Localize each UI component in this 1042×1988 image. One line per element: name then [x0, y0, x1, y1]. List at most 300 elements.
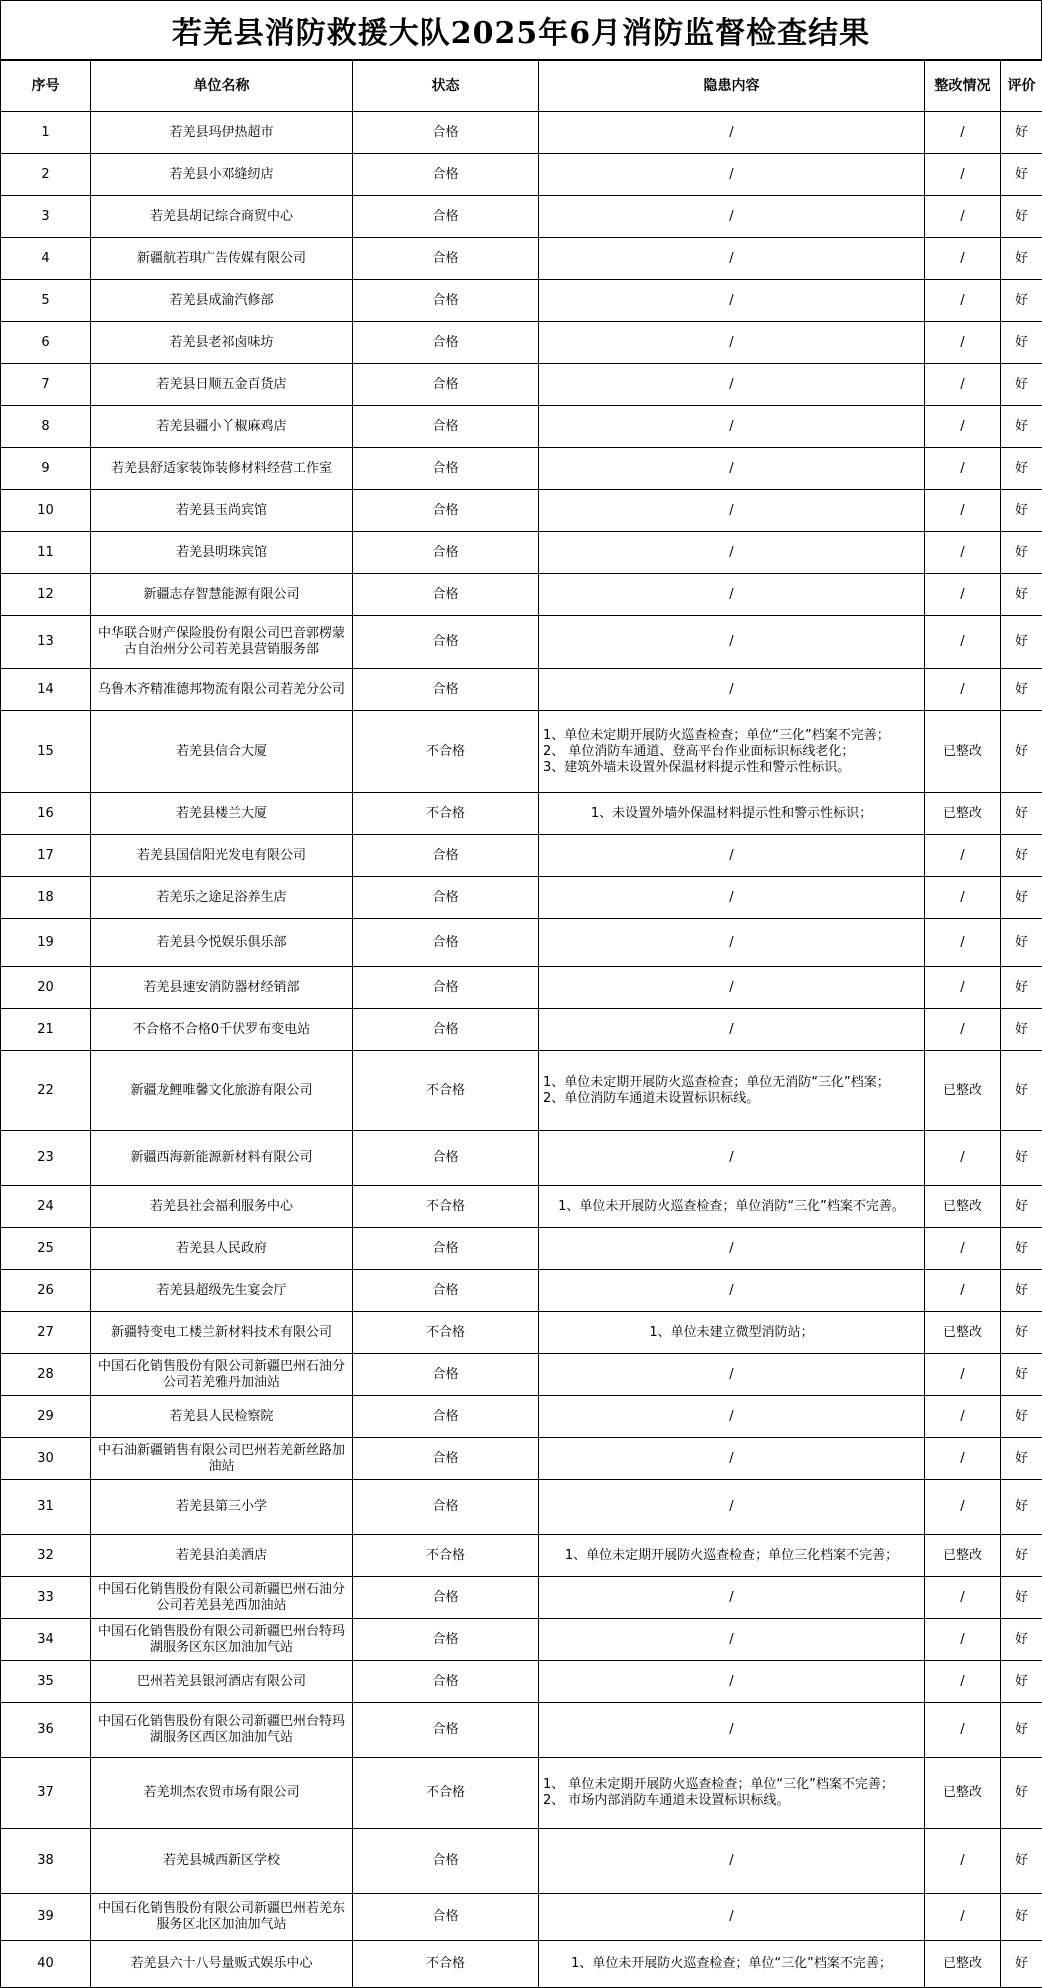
cell-rectify: /	[925, 532, 1001, 574]
cell-rectify: /	[925, 616, 1001, 669]
issue-line: /	[729, 1722, 734, 1737]
cell-issues	[539, 154, 925, 196]
cell-rectify: /	[925, 1480, 1001, 1535]
table-row	[1, 877, 1042, 919]
cell-index: 5	[1, 280, 91, 322]
cell-rectify: /	[925, 1438, 1001, 1480]
cell-unit: 若羌县胡记综合商贸中心	[91, 196, 353, 238]
cell-issues	[539, 112, 925, 154]
cell-index: 34	[1, 1619, 91, 1661]
cell-rating: 好	[1001, 1758, 1042, 1829]
table-row	[1, 1619, 1042, 1661]
cell-index: 25	[1, 1228, 91, 1270]
cell-issues	[539, 835, 925, 877]
cell-rating: 好	[1001, 967, 1042, 1009]
cell-rectify: /	[925, 1577, 1001, 1619]
cell-status: 不合格	[353, 1941, 539, 1988]
cell-issues	[539, 1009, 925, 1051]
cell-issues	[539, 574, 925, 616]
cell-unit: 若羌县信合大厦	[91, 711, 353, 793]
cell-index: 14	[1, 669, 91, 711]
issue-line: /	[729, 1909, 734, 1924]
cell-unit: 中国石化销售股份有限公司新疆巴州台特玛湖服务区东区加油加气站	[91, 1619, 353, 1661]
table-row	[1, 1758, 1042, 1829]
cell-rectify: 已整改	[925, 1535, 1001, 1577]
cell-unit: 若羌县第三小学	[91, 1480, 353, 1535]
cell-status: 合格	[353, 1354, 539, 1396]
cell-issues	[539, 1186, 925, 1228]
table-row	[1, 1829, 1042, 1894]
cell-rectify: /	[925, 574, 1001, 616]
cell-issues	[539, 1535, 925, 1577]
cell-index: 37	[1, 1758, 91, 1829]
cell-issues	[539, 877, 925, 919]
cell-unit: 若羌县泊美酒店	[91, 1535, 353, 1577]
issue-line: /	[729, 334, 734, 350]
cell-unit: 若羌县成渝汽修部	[91, 280, 353, 322]
cell-rating: 好	[1001, 112, 1042, 154]
cell-index: 2	[1, 154, 91, 196]
cell-status: 合格	[353, 154, 539, 196]
cell-issues	[539, 1894, 925, 1941]
issue-line: /	[729, 681, 734, 697]
issue-line: /	[729, 1853, 734, 1868]
cell-issues	[539, 532, 925, 574]
cell-index: 35	[1, 1661, 91, 1703]
cell-rectify: 已整改	[925, 711, 1001, 793]
cell-rectify: 已整改	[925, 1941, 1001, 1988]
cell-index: 7	[1, 364, 91, 406]
cell-issues	[539, 280, 925, 322]
issue-line: /	[729, 502, 734, 518]
cell-status: 合格	[353, 280, 539, 322]
cell-status: 不合格	[353, 1186, 539, 1228]
cell-index: 13	[1, 616, 91, 669]
cell-rectify: /	[925, 490, 1001, 532]
cell-rating: 好	[1001, 322, 1042, 364]
cell-index: 1	[1, 112, 91, 154]
cell-rectify: /	[925, 364, 1001, 406]
cell-rating: 好	[1001, 919, 1042, 967]
cell-unit: 若羌县楼兰大厦	[91, 793, 353, 835]
cell-rating: 好	[1001, 574, 1042, 616]
cell-rating: 好	[1001, 490, 1042, 532]
cell-status: 合格	[353, 1661, 539, 1703]
table-row	[1, 490, 1042, 532]
cell-status: 合格	[353, 919, 539, 967]
cell-status: 合格	[353, 1894, 539, 1941]
issue-line: 1、未设置外墙外保温材料提示性和警示性标识；	[590, 805, 873, 821]
table-row	[1, 1354, 1042, 1396]
table-row	[1, 669, 1042, 711]
cell-status: 合格	[353, 1009, 539, 1051]
table-row	[1, 1312, 1042, 1354]
cell-rating: 好	[1001, 196, 1042, 238]
cell-status: 合格	[353, 1829, 539, 1894]
cell-issues	[539, 1619, 925, 1661]
cell-status: 不合格	[353, 1051, 539, 1131]
issue-line: /	[729, 418, 734, 434]
cell-unit: 若羌县疆小丫椒麻鸡店	[91, 406, 353, 448]
cell-rectify: /	[925, 1894, 1001, 1941]
table-row	[1, 574, 1042, 616]
cell-rectify: 已整改	[925, 793, 1001, 835]
issue-line: /	[729, 1589, 734, 1605]
issue-line: 1、 单位未定期开展防火巡查检查；单位“三化”档案不完善；	[543, 1777, 894, 1792]
cell-index: 24	[1, 1186, 91, 1228]
issue-line: /	[729, 1408, 734, 1424]
cell-rectify: /	[925, 406, 1001, 448]
table-row	[1, 1131, 1042, 1186]
cell-rating: 好	[1001, 1396, 1042, 1438]
cell-status: 合格	[353, 1131, 539, 1186]
header-rating: 评价	[1001, 61, 1042, 112]
table-row	[1, 1009, 1042, 1051]
cell-rectify: /	[925, 238, 1001, 280]
cell-issues	[539, 1228, 925, 1270]
table-row	[1, 1051, 1042, 1131]
cell-index: 15	[1, 711, 91, 793]
cell-issues	[539, 1438, 925, 1480]
table-row	[1, 793, 1042, 835]
table-row	[1, 711, 1042, 793]
issue-line: /	[729, 208, 734, 224]
cell-rectify: /	[925, 967, 1001, 1009]
cell-issues	[539, 1661, 925, 1703]
cell-index: 32	[1, 1535, 91, 1577]
header-issues: 隐患内容	[539, 61, 925, 112]
cell-status: 合格	[353, 406, 539, 448]
cell-issues	[539, 1480, 925, 1535]
cell-status: 不合格	[353, 1758, 539, 1829]
cell-rating: 好	[1001, 154, 1042, 196]
cell-unit: 新疆志存智慧能源有限公司	[91, 574, 353, 616]
cell-status: 合格	[353, 1480, 539, 1535]
header-rectify: 整改情况	[925, 61, 1001, 112]
cell-rectify: /	[925, 919, 1001, 967]
cell-rating: 好	[1001, 711, 1042, 793]
cell-issues	[539, 406, 925, 448]
cell-issues	[539, 196, 925, 238]
cell-status: 合格	[353, 364, 539, 406]
cell-rating: 好	[1001, 1535, 1042, 1577]
cell-rating: 好	[1001, 1051, 1042, 1131]
issue-line: /	[729, 1021, 734, 1037]
cell-index: 22	[1, 1051, 91, 1131]
cell-rating: 好	[1001, 1270, 1042, 1312]
cell-unit: 若羌县人民检察院	[91, 1396, 353, 1438]
cell-rectify: 已整改	[925, 1186, 1001, 1228]
cell-unit: 若羌县人民政府	[91, 1228, 353, 1270]
table-row	[1, 1438, 1042, 1480]
page-title: 若羌县消防救援大队2025年6月消防监督检查结果	[0, 0, 1042, 60]
cell-unit: 中国石化销售股份有限公司新疆巴州石油分公司若羌县羌西加油站	[91, 1577, 353, 1619]
cell-unit: 中国石化销售股份有限公司新疆巴州若羌东服务区北区加油加气站	[91, 1894, 353, 1941]
issue-line: 1、单位未定期开展防火巡查检查；单位三化档案不完善；	[564, 1547, 899, 1563]
cell-status: 合格	[353, 196, 539, 238]
cell-rectify: /	[925, 112, 1001, 154]
cell-rating: 好	[1001, 616, 1042, 669]
cell-index: 10	[1, 490, 91, 532]
table-row	[1, 238, 1042, 280]
cell-rectify: /	[925, 1619, 1001, 1661]
cell-issues	[539, 616, 925, 669]
header-status: 状态	[353, 61, 539, 112]
table-row	[1, 1480, 1042, 1535]
cell-index: 36	[1, 1703, 91, 1758]
cell-issues	[539, 1270, 925, 1312]
issue-line: 2、单位消防车通道未设置标识标线。	[543, 1090, 760, 1106]
cell-index: 6	[1, 322, 91, 364]
cell-rectify: /	[925, 877, 1001, 919]
cell-rating: 好	[1001, 448, 1042, 490]
issue-line: 1、单位未定期开展防火巡查检查；单位无消防“三化”档案；	[543, 1074, 890, 1090]
cell-unit: 不合格不合格0千伏罗布变电站	[91, 1009, 353, 1051]
cell-index: 31	[1, 1480, 91, 1535]
cell-rectify: /	[925, 1396, 1001, 1438]
cell-rectify: /	[925, 1829, 1001, 1894]
table-row	[1, 1577, 1042, 1619]
issue-line: /	[729, 292, 734, 308]
issue-line: /	[729, 586, 734, 602]
cell-status: 合格	[353, 1270, 539, 1312]
cell-unit: 乌鲁木齐精准德邦物流有限公司若羌分公司	[91, 669, 353, 711]
table-row	[1, 1535, 1042, 1577]
cell-unit: 若羌县明珠宾馆	[91, 532, 353, 574]
cell-rating: 好	[1001, 1661, 1042, 1703]
cell-index: 39	[1, 1894, 91, 1941]
cell-issues	[539, 1577, 925, 1619]
issue-line: /	[729, 934, 734, 950]
cell-index: 17	[1, 835, 91, 877]
cell-status: 合格	[353, 877, 539, 919]
cell-index: 8	[1, 406, 91, 448]
cell-rating: 好	[1001, 877, 1042, 919]
cell-rectify: 已整改	[925, 1051, 1001, 1131]
cell-issues	[539, 711, 925, 793]
cell-unit: 中华联合财产保险股份有限公司巴音郭楞蒙古自治州分公司若羌县营销服务部	[91, 616, 353, 669]
cell-rating: 好	[1001, 280, 1042, 322]
cell-unit: 若羌县玉尚宾馆	[91, 490, 353, 532]
cell-rating: 好	[1001, 238, 1042, 280]
issue-line: /	[729, 1631, 734, 1647]
cell-status: 合格	[353, 112, 539, 154]
cell-index: 40	[1, 1941, 91, 1988]
cell-unit: 中石油新疆销售有限公司巴州若羌新丝路加油站	[91, 1438, 353, 1480]
cell-index: 21	[1, 1009, 91, 1051]
table-row	[1, 1186, 1042, 1228]
table-row	[1, 280, 1042, 322]
cell-unit: 若羌圳杰农贸市场有限公司	[91, 1758, 353, 1829]
cell-issues	[539, 490, 925, 532]
cell-rating: 好	[1001, 406, 1042, 448]
issue-line: /	[729, 634, 734, 649]
cell-index: 4	[1, 238, 91, 280]
cell-unit: 若羌县老祁卤味坊	[91, 322, 353, 364]
cell-unit: 若羌县城西新区学校	[91, 1829, 353, 1894]
issue-line: /	[729, 1240, 734, 1256]
cell-unit: 若羌县小邓缝纫店	[91, 154, 353, 196]
cell-status: 合格	[353, 1396, 539, 1438]
cell-index: 33	[1, 1577, 91, 1619]
cell-status: 不合格	[353, 793, 539, 835]
cell-issues	[539, 364, 925, 406]
cell-index: 30	[1, 1438, 91, 1480]
table-row	[1, 364, 1042, 406]
issue-line: /	[729, 250, 734, 266]
cell-status: 合格	[353, 835, 539, 877]
cell-issues	[539, 1703, 925, 1758]
cell-issues	[539, 1354, 925, 1396]
issue-line: 2、 单位消防车通道、登高平台作业面标识标线老化；	[543, 743, 855, 759]
cell-index: 20	[1, 967, 91, 1009]
table-row	[1, 448, 1042, 490]
cell-rectify: /	[925, 1009, 1001, 1051]
cell-issues	[539, 1312, 925, 1354]
cell-status: 合格	[353, 1619, 539, 1661]
cell-issues	[539, 1758, 925, 1829]
table-row	[1, 1894, 1042, 1941]
cell-rectify: /	[925, 448, 1001, 490]
cell-rectify: /	[925, 1661, 1001, 1703]
cell-rating: 好	[1001, 1577, 1042, 1619]
cell-status: 不合格	[353, 711, 539, 793]
issue-line: /	[729, 1282, 734, 1298]
cell-status: 合格	[353, 1577, 539, 1619]
cell-status: 合格	[353, 490, 539, 532]
cell-issues	[539, 238, 925, 280]
table-row	[1, 1228, 1042, 1270]
cell-index: 9	[1, 448, 91, 490]
header-unit: 单位名称	[91, 61, 353, 112]
issue-line: 1、单位未定期开展防火巡查检查；单位“三化”档案不完善；	[543, 727, 890, 743]
cell-rectify: /	[925, 835, 1001, 877]
cell-rectify: 已整改	[925, 1758, 1001, 1829]
cell-issues	[539, 967, 925, 1009]
cell-issues	[539, 322, 925, 364]
cell-issues	[539, 1396, 925, 1438]
cell-rating: 好	[1001, 532, 1042, 574]
table-row	[1, 616, 1042, 669]
cell-unit: 巴州若羌县银河酒店有限公司	[91, 1661, 353, 1703]
cell-unit: 若羌县速安消防器材经销部	[91, 967, 353, 1009]
header-index: 序号	[1, 61, 91, 112]
cell-status: 合格	[353, 532, 539, 574]
table-row	[1, 154, 1042, 196]
cell-rectify: /	[925, 196, 1001, 238]
issue-line: /	[729, 124, 734, 140]
issue-line: /	[729, 1150, 734, 1165]
cell-unit: 新疆龙鲤唯馨文化旅游有限公司	[91, 1051, 353, 1131]
cell-status: 合格	[353, 1228, 539, 1270]
cell-status: 不合格	[353, 1535, 539, 1577]
table-row	[1, 1941, 1042, 1988]
cell-status: 合格	[353, 1438, 539, 1480]
cell-index: 38	[1, 1829, 91, 1894]
cell-index: 19	[1, 919, 91, 967]
cell-status: 合格	[353, 322, 539, 364]
cell-rectify: /	[925, 322, 1001, 364]
issue-line: /	[729, 1366, 734, 1382]
table-body	[1, 112, 1042, 1988]
cell-unit: 若羌县超级先生宴会厅	[91, 1270, 353, 1312]
cell-unit: 新疆航若琪广告传媒有限公司	[91, 238, 353, 280]
cell-unit: 中国石化销售股份有限公司新疆巴州台特玛湖服务区西区加油加气站	[91, 1703, 353, 1758]
issue-line: /	[729, 1673, 734, 1689]
table-row	[1, 1703, 1042, 1758]
cell-issues	[539, 919, 925, 967]
table-row	[1, 1270, 1042, 1312]
cell-issues	[539, 1941, 925, 1988]
cell-rating: 好	[1001, 1829, 1042, 1894]
cell-rectify: /	[925, 1228, 1001, 1270]
cell-rating: 好	[1001, 1312, 1042, 1354]
cell-index: 16	[1, 793, 91, 835]
issue-line: /	[729, 889, 734, 905]
cell-unit: 新疆西海新能源新材料有限公司	[91, 1131, 353, 1186]
table-row	[1, 406, 1042, 448]
cell-rating: 好	[1001, 1186, 1042, 1228]
issue-line: /	[729, 166, 734, 182]
cell-rating: 好	[1001, 1354, 1042, 1396]
issue-line: /	[729, 544, 734, 560]
cell-rating: 好	[1001, 1894, 1042, 1941]
table-row	[1, 532, 1042, 574]
inspection-table	[0, 60, 1042, 1988]
issue-line: /	[729, 460, 734, 476]
cell-unit: 若羌乐之途足浴养生店	[91, 877, 353, 919]
table-header-row	[1, 61, 1042, 112]
cell-unit: 若羌县社会福利服务中心	[91, 1186, 353, 1228]
cell-status: 合格	[353, 1703, 539, 1758]
cell-rectify: 已整改	[925, 1312, 1001, 1354]
issue-line: /	[729, 979, 734, 995]
cell-issues	[539, 1051, 925, 1131]
cell-issues	[539, 669, 925, 711]
cell-status: 合格	[353, 616, 539, 669]
cell-index: 28	[1, 1354, 91, 1396]
cell-status: 合格	[353, 967, 539, 1009]
issue-line: 3、建筑外墙未设置外保温材料提示性和警示性标识。	[543, 759, 851, 775]
cell-index: 27	[1, 1312, 91, 1354]
cell-index: 3	[1, 196, 91, 238]
cell-unit: 若羌县玛伊热超市	[91, 112, 353, 154]
cell-status: 合格	[353, 448, 539, 490]
cell-unit: 若羌县今悦娱乐俱乐部	[91, 919, 353, 967]
issue-line: 1、单位未建立微型消防站；	[649, 1324, 814, 1340]
cell-rectify: /	[925, 280, 1001, 322]
cell-rectify: /	[925, 1703, 1001, 1758]
cell-index: 18	[1, 877, 91, 919]
cell-index: 23	[1, 1131, 91, 1186]
table-row	[1, 1661, 1042, 1703]
cell-rating: 好	[1001, 669, 1042, 711]
issue-line: /	[729, 376, 734, 392]
cell-rating: 好	[1001, 1619, 1042, 1661]
cell-rating: 好	[1001, 364, 1042, 406]
cell-rating: 好	[1001, 1438, 1042, 1480]
cell-index: 11	[1, 532, 91, 574]
issue-line: 2、 市场内部消防车通道未设置标识标线。	[543, 1793, 790, 1808]
cell-index: 29	[1, 1396, 91, 1438]
table-row	[1, 919, 1042, 967]
cell-issues	[539, 1131, 925, 1186]
cell-issues	[539, 448, 925, 490]
cell-unit: 若羌县日顺五金百货店	[91, 364, 353, 406]
issue-line: 1、单位未开展防火巡查检查；单位“三化”档案不完善；	[571, 1956, 892, 1971]
table-row	[1, 835, 1042, 877]
cell-rating: 好	[1001, 1228, 1042, 1270]
